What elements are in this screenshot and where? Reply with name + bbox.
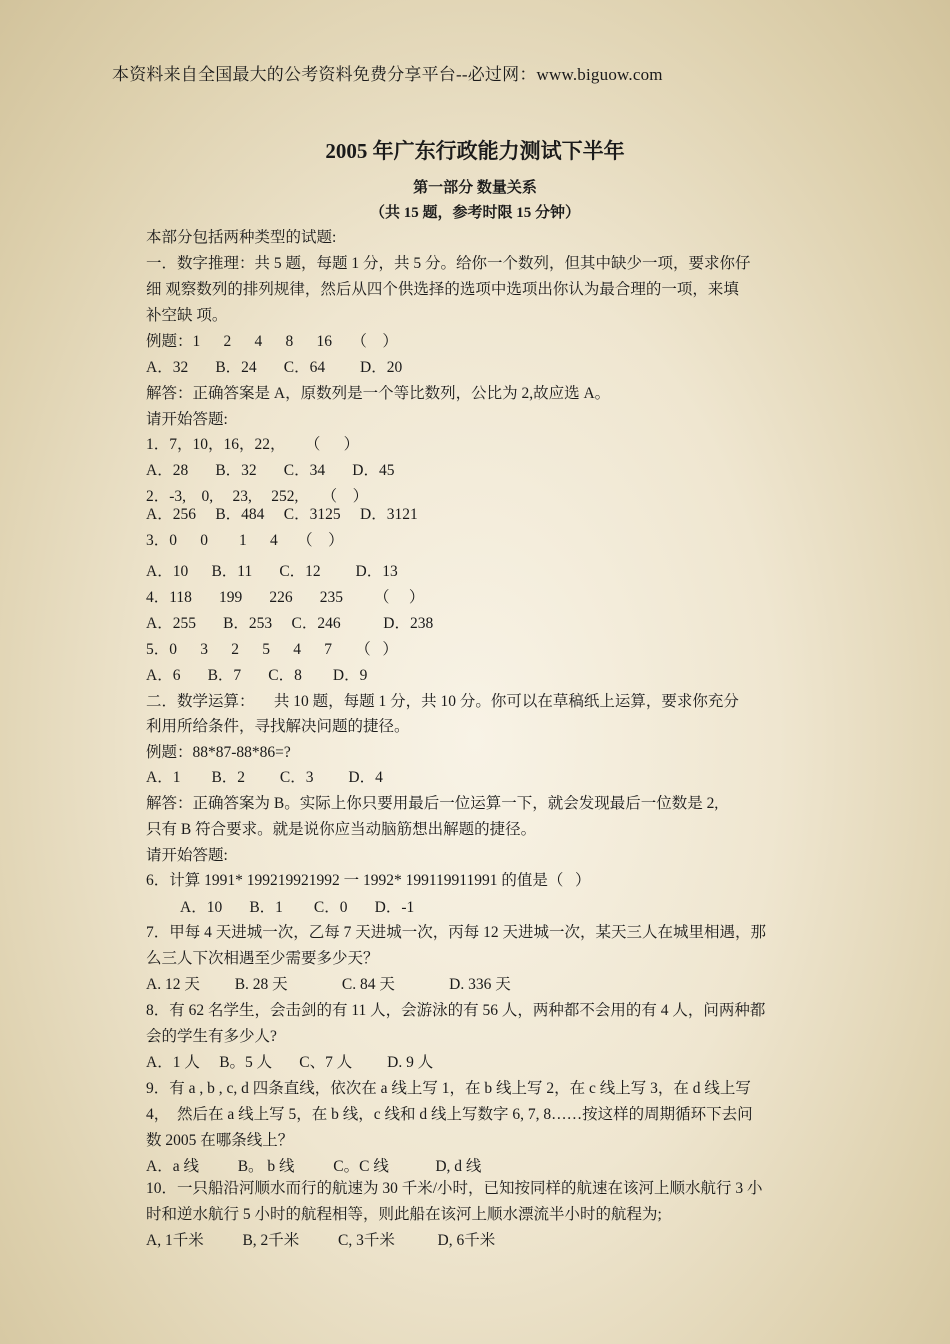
text-line: 请开始答题: [146,847,228,864]
question-line: 5．0 3 2 5 4 7 （ ） [146,641,398,658]
text-line: 本部分包括两种类型的试题: [146,229,337,246]
text-line: 解答：正确答案为 B。实际上你只要用最后一位运算一下，就会发现最后一位数是 2, [146,795,719,812]
question-line: 数 2005 在哪条线上？ [146,1132,294,1149]
text-line: 只有 B 符合要求。就是说你应当动脑筋想出解题的捷径。 [146,821,537,838]
text-line: 请开始答题: [146,411,228,428]
page-title: 2005 年广东行政能力测试下半年 [325,139,625,163]
option-line: A, 1千米 B, 2千米 C, 3千米 D, 6千米 [146,1232,496,1249]
part-subtitle: （共 15 题，参考时限 15 分钟） [369,205,580,221]
question-line: 3．0 0 1 4 （ ） [146,532,344,549]
text-line: 一．数字推理：共 5 题，每题 1 分，共 5 分。给你一个数列，但其中缺少一项，要求你仔 [146,255,751,272]
option-line: A．10 B．11 C．12 D．13 [146,563,398,580]
option-line: A．256 B．484 C．3125 D．3121 [146,506,418,523]
text-line: 细 观察数列的排列规律，然后从四个供选择的选项中选项出你认为最合理的一项，来填 [146,281,739,298]
option-line: A．10 B．1 C．0 D．-1 [180,899,415,916]
option-line: A．a 线 B。 b 线 C。C 线 D, d 线 [146,1158,482,1175]
question-line: 1．7，10，16，22， （ ） [146,436,360,453]
example-line: 例题：88*87-88*86=? [146,744,291,761]
option-line: A．255 B．253 C．246 D．238 [146,615,434,632]
option-line: A．32 B．24 C．64 D．20 [146,359,403,376]
question-line: 会的学生有多少人? [146,1028,277,1045]
option-line: A. 12 天 B. 28 天 C. 84 天 D. 336 天 [146,976,511,993]
question-line: 么三人下次相遇至少需要多少天？ [146,950,379,967]
question-line: 10．一只船沿河顺水而行的航速为 30 千米/小时，已知按同样的航速在该河上顺水航行 3 小 [146,1180,763,1197]
question-line: 6．计算 1991* 199219921992 一 1992* 199119911991 的值是（ ） [146,872,591,889]
example-line: 例题：1 2 4 8 16 （ ） [146,333,398,350]
question-line: 4．118 199 226 235 （ ） [146,589,425,606]
text-line: 二．数学运算： 共 10 题，每题 1 分，共 10 分。你可以在草稿纸上运算，要求你充分 [146,693,739,710]
part-title: 第一部分 数量关系 [413,180,537,196]
option-line: A．1 人 B。5 人 C、7 人 D. 9 人 [146,1054,434,1071]
question-line: 时和逆水航行 5 小时的航程相等，则此船在该河上顺水漂流半小时的航程为; [146,1206,662,1223]
question-line: 9．有 a , b , c, d 四条直线，依次在 a 线上写 1，在 b 线上写 2，在 c 线上写 3，在 d 线上写 [146,1080,751,1097]
question-line: 4， 然后在 a 线上写 5，在 b 线，c 线和 d 线上写数字 6, 7, 8……按这样的周期循环下去问 [146,1106,753,1123]
option-line: A．28 B．32 C．34 D．45 [146,462,395,479]
text-line: 解答：正确答案是 A，原数列是一个等比数列，公比为 2,故应选 A。 [146,385,611,402]
question-line: 8．有 62 名学生，会击剑的有 11 人，会游泳的有 56 人，两种都不会用的有 4 人，问两种都 [146,1002,766,1019]
question-line: 2．-3, 0, 23, 252, （ ） [146,488,369,505]
option-line: A．1 B．2 C．3 D．4 [146,769,383,786]
question-line: 7．甲每 4 天进城一次，乙每 7 天进城一次，丙每 12 天进城一次，某天三人在城里相遇，那 [146,924,767,941]
text-line: 补空缺 项。 [146,307,228,324]
option-line: A．6 B．7 C．8 D．9 [146,667,368,684]
text-line: 利用所给条件，寻找解决问题的捷径。 [146,718,410,735]
source-header: 本资料来自全国最大的公考资料免费分享平台--必过网：www.biguow.com [112,65,663,84]
